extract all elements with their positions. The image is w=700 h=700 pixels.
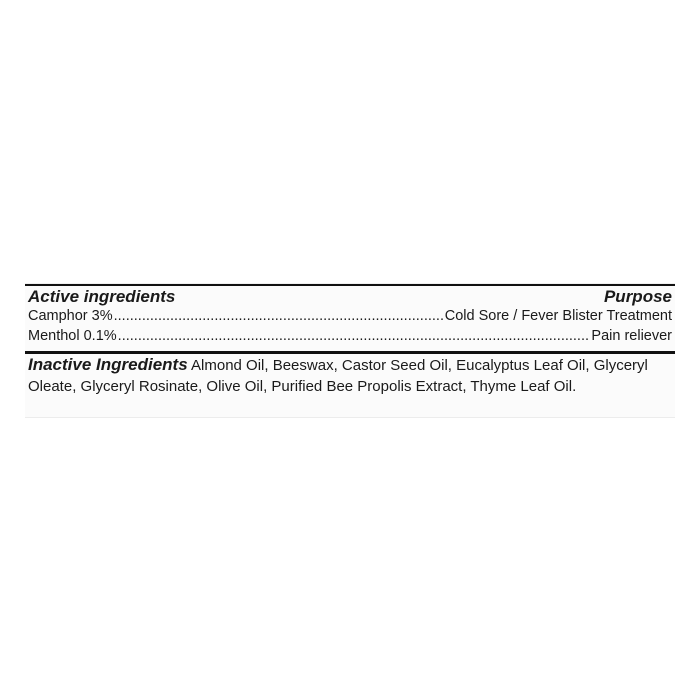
dot-leader (118, 327, 591, 345)
active-ingredient-row (28, 327, 672, 345)
inactive-ingredients-section (28, 355, 670, 397)
drug-facts-label (25, 283, 675, 418)
active-ingredients-heading: Active ingredients (28, 287, 176, 306)
active-ingredient-row (28, 307, 672, 325)
ingredient-name: Camphor 3% (28, 308, 113, 324)
ingredient-name: Menthol 0.1% (28, 328, 117, 344)
active-ingredients-header (28, 286, 672, 307)
inactive-ingredients-heading: Inactive Ingredients (28, 355, 188, 374)
ingredient-purpose: Pain reliever (591, 328, 672, 344)
purpose-heading: Purpose (603, 287, 672, 306)
inactive-ingredients-list: Almond Oil, Beeswax, Castor Seed Oil, Eucalyptus Leaf Oil, Glyceryl Oleate, Glyceryl Rosinate, Olive Oil, Purified Bee Propolis Extract, Thyme Leaf Oil. (28, 357, 648, 395)
section-divider (25, 351, 675, 354)
ingredient-purpose: Cold Sore / Fever Blister Treatment (444, 308, 672, 324)
dot-leader (114, 307, 444, 325)
